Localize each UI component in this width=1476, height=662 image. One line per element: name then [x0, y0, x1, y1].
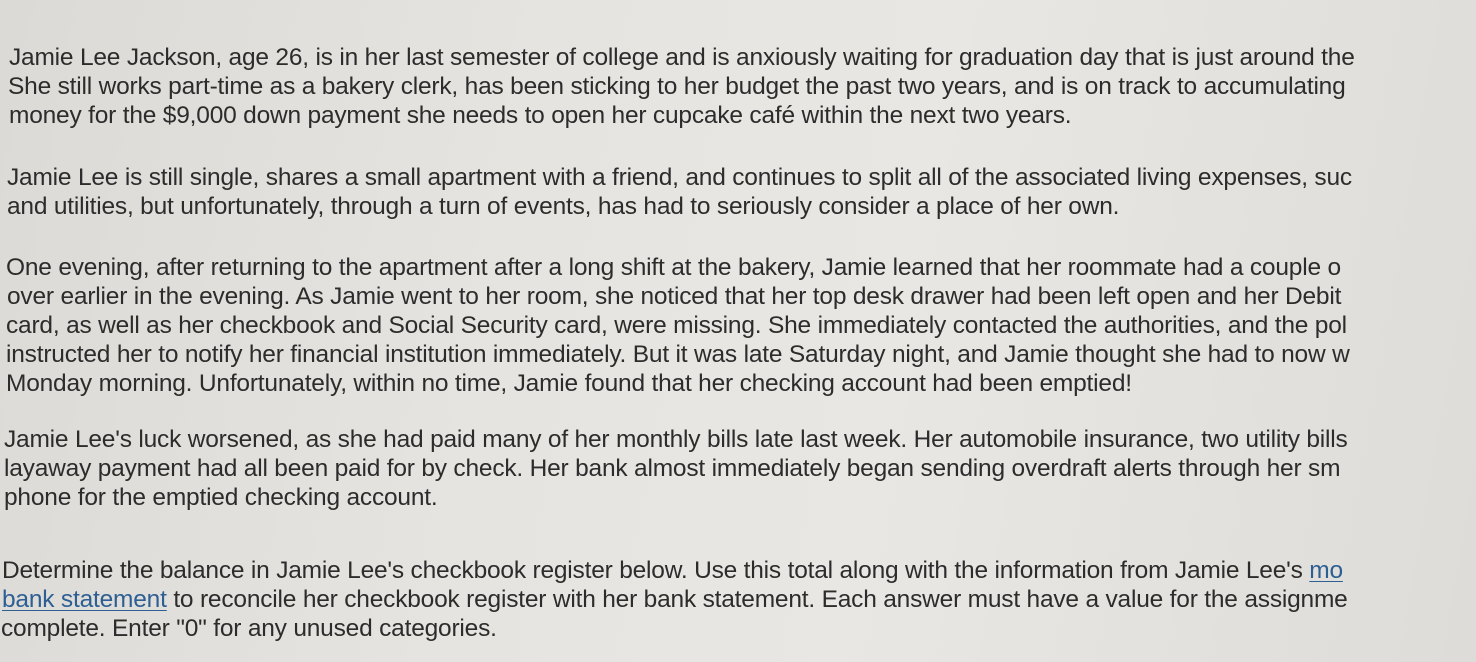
paragraph-line	[2, 556, 1476, 585]
paragraph-line: layaway payment had all been paid for by check. Her bank almost immediately began sending overdraft alerts through her sm	[4, 455, 1341, 482]
paragraph-line: Jamie Lee Jackson, age 26, is in her last semester of college and is anxiously waiting for graduation day that is just around the	[9, 44, 1355, 71]
monthly-link-fragment[interactable]: mo	[1309, 557, 1343, 584]
paragraph-theft-event	[6, 253, 1476, 398]
paragraph-line: money for the $9,000 down payment she needs to open her cupcake café within the next two years.	[9, 102, 1072, 129]
paragraph-line: phone for the emptied checking account.	[4, 484, 438, 511]
paragraph-line	[2, 585, 1476, 614]
paragraph-line: Jamie Lee's luck worsened, as she had paid many of her monthly bills late last week. Her automobile insurance, two utility bills	[4, 426, 1348, 453]
paragraph-line: Monday morning. Unfortunately, within no time, Jamie found that her checking account had been emptied!	[6, 370, 1132, 397]
paragraph-instructions	[2, 556, 1476, 643]
paragraph-living-situation	[7, 163, 1476, 221]
instruction-text: Determine the balance in Jamie Lee's checkbook register below. Use this total along with the information from Jamie Lee's	[2, 557, 1310, 584]
bank-statement-link[interactable]: bank statement	[2, 586, 167, 613]
paragraph-line: She still works part-time as a bakery clerk, has been sticking to her budget the past two years, and is on track to accumulating	[8, 73, 1346, 100]
paragraph-line: card, as well as her checkbook and Social Security card, were missing. She immediately contacted the authorities, and the pol	[6, 312, 1347, 339]
instruction-text: to reconcile her checkbook register with her bank statement. Each answer must have a value for the assignme	[166, 586, 1348, 613]
paragraph-line: instructed her to notify her financial institution immediately. But it was late Saturday night, and Jamie thought she had to now w	[6, 341, 1350, 368]
paragraph-line: over earlier in the evening. As Jamie went to her room, she noticed that her top desk drawer had been left open and her Debit	[7, 283, 1342, 310]
paragraph-line: One evening, after returning to the apartment after a long shift at the bakery, Jamie learned that her roommate had a couple o	[6, 254, 1341, 281]
paragraph-intro	[9, 43, 1476, 130]
paragraph-line: complete. Enter "0" for any unused categories.	[1, 615, 497, 642]
paragraph-line: and utilities, but unfortunately, through a turn of events, has had to seriously consider a place of her own.	[7, 193, 1120, 220]
paragraph-line: Jamie Lee is still single, shares a small apartment with a friend, and continues to split all of the associated living expenses, suc	[7, 164, 1352, 191]
paragraph-bills	[4, 425, 1476, 512]
